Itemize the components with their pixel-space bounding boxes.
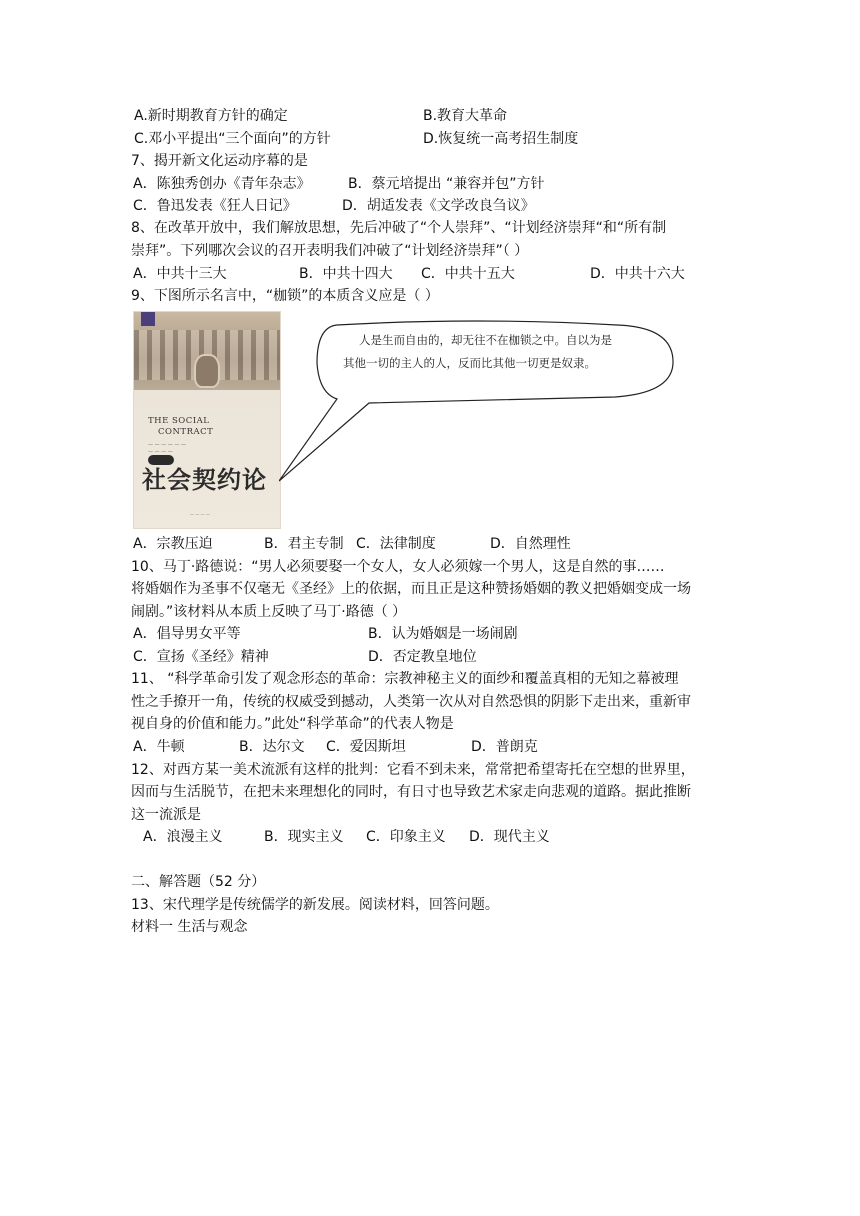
cover-badge [148, 455, 174, 465]
q8-option-b[interactable]: B．中共十四大 [299, 266, 393, 282]
q8-option-d[interactable]: D．中共十六大 [590, 266, 685, 282]
q7-option-a[interactable]: A．陈独秀创办《青年杂志》 [133, 176, 311, 192]
book-english-title-line-1: THE SOCIAL [148, 416, 210, 426]
q7-stem: 7、揭开新文化运动序幕的是 [131, 153, 308, 169]
q10-option-b[interactable]: B．认为婚姻是一场闹剧 [368, 626, 518, 642]
q9-option-b[interactable]: B．君主专制 [264, 536, 344, 552]
book-chinese-title: 社会契约论 [142, 466, 267, 494]
q11-option-c[interactable]: C．爱因斯坦 [326, 739, 406, 755]
q10-stem-line-1: 10、马丁·路德说：“男人必须要娶一个女人，女人必须嫁一个男人，这是自然的事…… [131, 559, 665, 575]
q9-option-c[interactable]: C．法律制度 [356, 536, 436, 552]
q6-option-b[interactable]: B.教育大革命 [423, 108, 508, 124]
book-cover-image [133, 311, 281, 529]
q11-stem-line-2: 性之手撩开一角，传统的权威受到撼动，人类第一次从对自然恐惧的阴影下走出来，重新审 [131, 694, 691, 710]
q10-option-c[interactable]: C．宣扬《圣经》精神 [133, 649, 269, 665]
q8-option-a[interactable]: A．中共十三大 [133, 266, 227, 282]
q8-option-c[interactable]: C．中共十五大 [421, 266, 515, 282]
book-english-title [148, 416, 213, 438]
q11-option-b[interactable]: B．达尔文 [239, 739, 305, 755]
q6-option-a[interactable]: A.新时期教育方针的确定 [134, 108, 288, 124]
q10-option-a[interactable]: A．倡导男女平等 [133, 626, 241, 642]
q7-option-c[interactable]: C．鲁迅发表《狂人日记》 [133, 198, 297, 214]
q7-option-d[interactable]: D．胡适发表《文学改良刍议》 [342, 198, 535, 214]
q10-option-d[interactable]: D．否定教皇地位 [368, 649, 477, 665]
quote-line-2: 其他一切的主人的人，反而比其他一切更是奴隶。 [343, 356, 596, 370]
q9-option-a[interactable]: A．宗教压迫 [133, 536, 213, 552]
quote-line-1: 人是生而自由的，却无往不在枷锁之中。自以为是 [359, 333, 612, 347]
q12-option-a[interactable]: A．浪漫主义 [143, 829, 223, 845]
q8-stem-line-1: 8、在改革开放中，我们解放思想，先后冲破了“个人崇拜”、“计划经济崇拜“和“所有制 [131, 220, 667, 236]
q12-stem-line-1: 12、对西方某一美术流派有这样的批判：它看不到未来，常常把希望寄托在空想的世界里， [131, 762, 695, 778]
q9-stem: 9、下图所示名言中，“枷锁”的本质含义应是（ ） [131, 288, 439, 304]
q12-option-c[interactable]: C．印象主义 [366, 829, 446, 845]
q11-option-a[interactable]: A．牛顿 [133, 739, 185, 755]
author-portrait [194, 354, 220, 388]
q11-stem-line-3: 视自身的价值和能力。”此处“科学革命”的代表人物是 [131, 716, 454, 732]
cover-fine-print: — — — — — — [148, 442, 186, 448]
q12-stem-line-2: 因而与生活脱节，在把未来理想化的同时，有日寸也导致艺术家走向悲观的道路。据此推断 [131, 784, 691, 800]
q9-figure [133, 311, 678, 527]
cover-fine-print-2: — — — — [148, 449, 173, 455]
q12-stem-line-3: 这一流派是 [131, 807, 201, 823]
q10-stem-line-2: 将婚姻作为圣事不仅毫无《圣经》上的依据，而且正是这种赞扬婚姻的教义把婚姻变成一场 [131, 581, 691, 597]
q6-option-d[interactable]: D.恢复统一高考招生制度 [423, 131, 579, 147]
book-english-title-line-2: CONTRACT [158, 427, 214, 437]
q12-option-d[interactable]: D．现代主义 [469, 829, 550, 845]
q10-stem-line-3: 闹剧。”该材料从本质上反映了马丁·路德（ ） [131, 604, 407, 620]
q9-option-d[interactable]: D．自然理性 [490, 536, 571, 552]
q11-stem-line-1: 11、 “科学革命引发了观念形态的革命：宗教神秘主义的面纱和覆盖真相的无知之幕被理 [131, 671, 679, 687]
section-2-heading: 二、解答题（52 分） [131, 874, 266, 890]
cover-publisher: — — — — [190, 512, 210, 517]
q8-stem-line-2: 崇拜”。下列哪次会议的召开表明我们冲破了“计划经济崇拜”（ ） [131, 243, 529, 259]
q13-stem: 13、宋代理学是传统儒学的新发展。阅读材料，回答问题。 [131, 897, 499, 913]
q6-option-c[interactable]: C.邓小平提出“三个面向”的方针 [134, 131, 331, 147]
cover-tag [141, 312, 155, 326]
q7-option-b[interactable]: B．蔡元培提出 “兼容并包”方针 [348, 176, 545, 192]
q12-option-b[interactable]: B．现实主义 [264, 829, 344, 845]
q11-option-d[interactable]: D．普朗克 [471, 739, 538, 755]
material-1-heading: 材料一 生活与观念 [131, 919, 248, 935]
